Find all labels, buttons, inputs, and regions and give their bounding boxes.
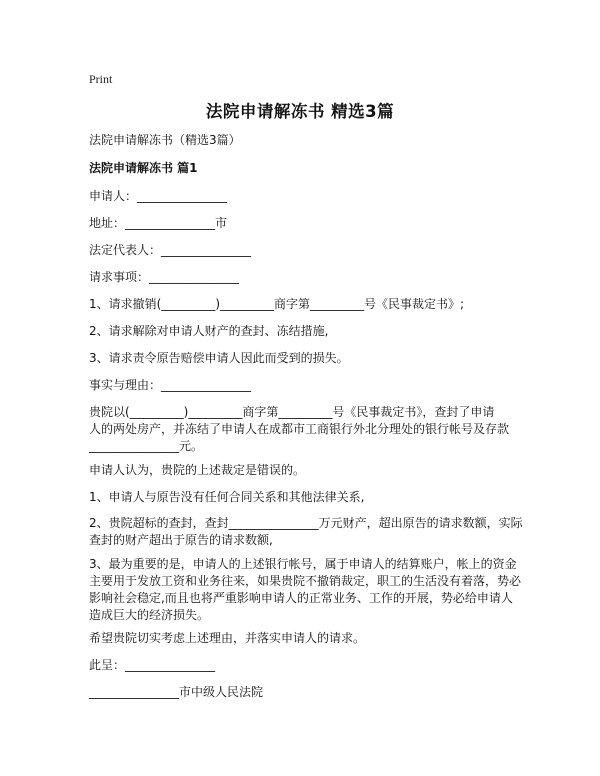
closing-paragraph: 希望贵院切实考虑上述理由，并落实申请人的请求。 [89, 631, 366, 645]
text-line: 贵院以(_________)_________商字第_________号《民事裁定书》，查封了申请 [89, 405, 495, 419]
text-line: 主要用于发放工资和业务往来，如果贵院不撤销裁定，职工的生活没有着落，势必 [89, 574, 522, 588]
text-line: 2、贵院超标的查封，查封_______________万元财产，超出原告的请求数额，实际 [89, 516, 523, 530]
court-field: _______________市中级人民法院 [89, 685, 264, 699]
addressee-field: 此呈：_______________ [89, 658, 216, 672]
section-heading: 法院申请解冻书 篇1 [89, 161, 198, 175]
address-field: 地址：_______________市 [89, 216, 228, 230]
request-item-3: 3、请求责令原告赔偿申请人因此而受到的损失。 [89, 351, 349, 365]
legal-rep-field: 法定代表人：_______________ [89, 243, 252, 257]
request-item-1: 1、请求撤销(_________)_________商字第_________号《民事裁定书》; [89, 297, 465, 311]
text-line: 人的两处房产，并冻结了申请人在成都市工商银行外北分理处的银行帐号及存款 [89, 422, 510, 436]
facts-paragraph-3: 1、申请人与原告没有任何合同关系和其他法律关系, [89, 490, 365, 504]
text-line: 造成巨大的经济损失。 [89, 608, 210, 622]
facts-paragraph-2: 申请人认为，贵院的上述裁定是错误的。 [89, 463, 306, 477]
facts-field: 事实与理由：_______________ [89, 378, 252, 392]
text-line: 3、最为重要的是，申请人的上述银行帐号，属于申请人的结算账户，帐上的资金 [89, 557, 517, 571]
document-title: 法院申请解冻书 精选3篇 [205, 102, 395, 121]
facts-paragraph-4 [89, 515, 523, 549]
print-label: Print [89, 72, 113, 86]
text-line: _______________元。 [89, 439, 204, 453]
request-item-2: 2、请求解除对申请人财产的查封、冻结措施, [89, 324, 329, 338]
facts-paragraph-5 [89, 556, 522, 624]
document-subtitle: 法院申请解冻书（精选3篇） [89, 133, 241, 147]
facts-paragraph-1 [89, 404, 514, 455]
text-line: 查封的财产超出于原告的请求数额, [89, 533, 273, 547]
request-items-field: 请求事项：_______________ [89, 270, 240, 284]
text-line: 影响社会稳定,而且也将严重影响申请人的正常业务、工作的开展，势必给申请人 [89, 591, 513, 605]
applicant-field: 申请人：_______________ [89, 189, 228, 203]
